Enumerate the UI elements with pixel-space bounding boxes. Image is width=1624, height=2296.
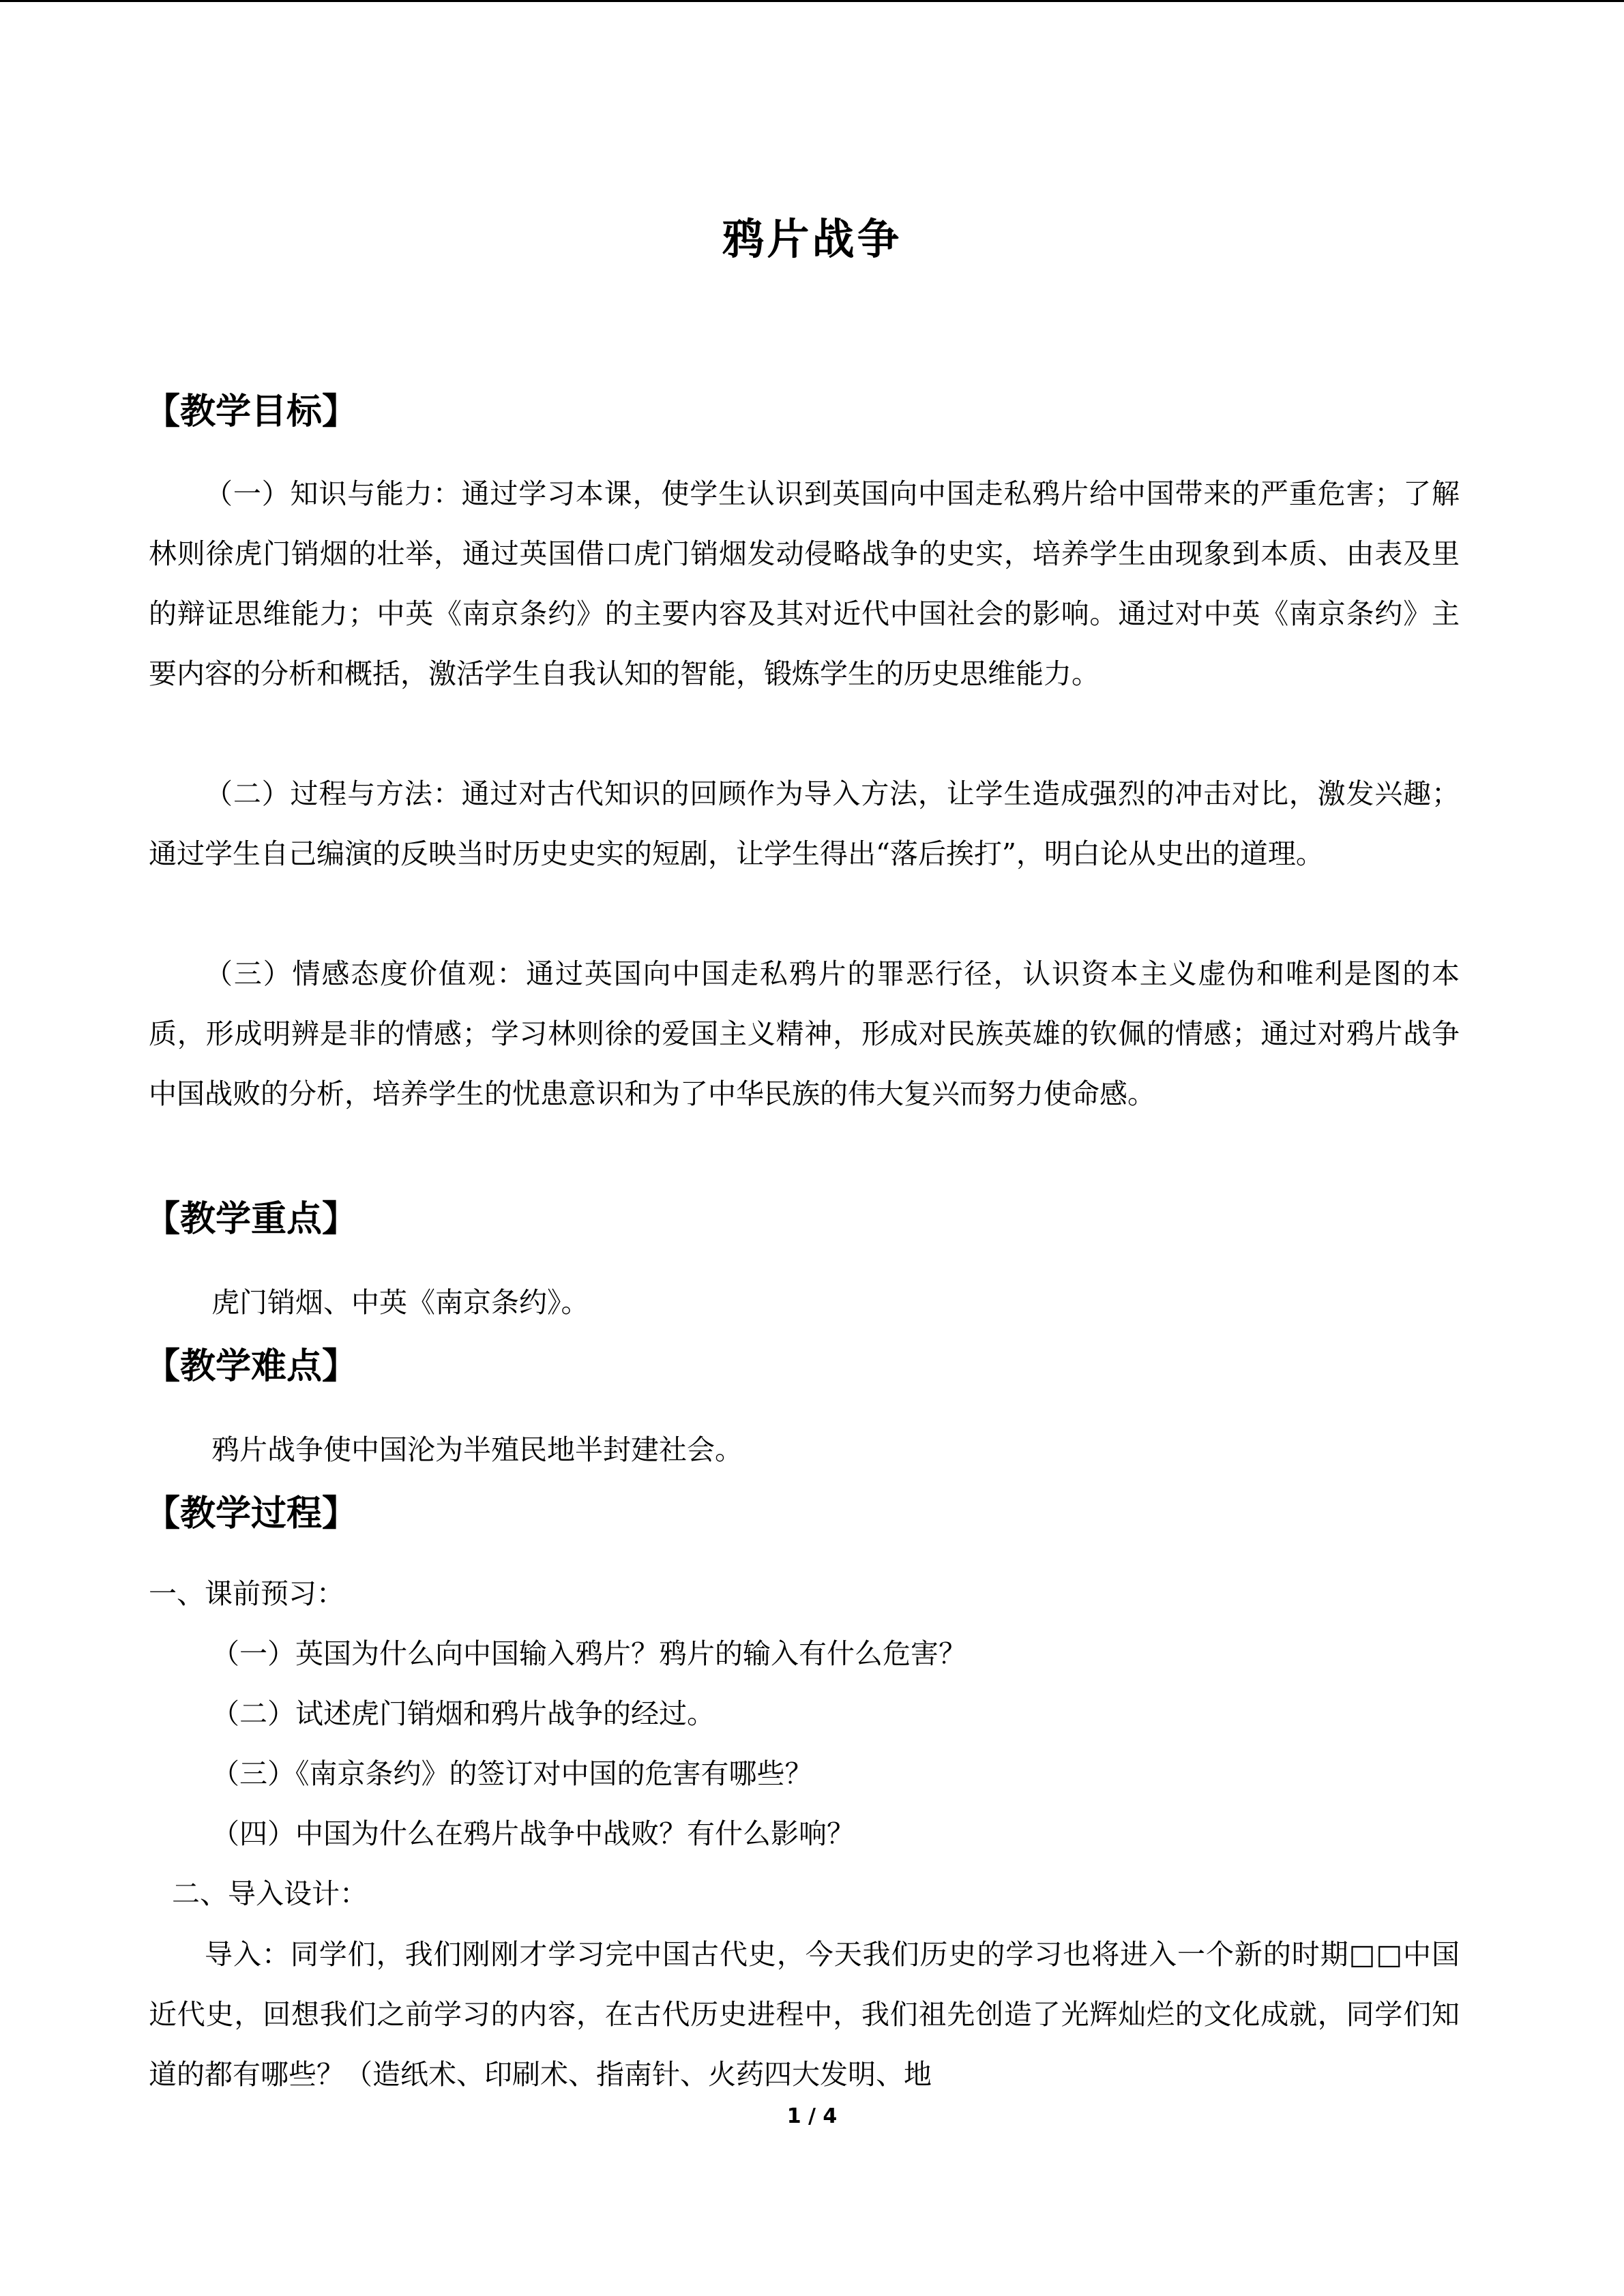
heading-process: 【教学过程】: [145, 1493, 358, 1534]
objective-paragraph-knowledge: （一）知识与能力：通过学习本课，使学生认识到英国向中国走私鸦片给中国带来的严重危害；了解林则徐虎门销烟的壮举，通过英国借口虎门销烟发动侵略战争的史实，培养学生由现象到本质、由表及里的辩证思维能力；中英《南京条约》的主要内容及其对近代中国社会的影响。通过对中英《南京条约》主要内容的分析和概括，激活学生自我认知的智能，锻炼学生的历史思维能力。: [149, 477, 1460, 690]
intro-paragraph: 导入：同学们，我们刚刚才学习完中国古代史，今天我们历史的学习也将进入一个新的时期□□中国近代史，回想我们之前学习的内容，在古代历史进程中，我们祖先创造了光辉灿烂的文化成就，同学们知道的都有哪些？（造纸术、印刷术、指南针、火药四大发明、地: [149, 1938, 1460, 2091]
objective-paragraph-values: （三）情感态度价值观：通过英国向中国走私鸦片的罪恶行径，认识资本主义虚伪和唯利是图的本质，形成明辨是非的情感；学习林则徐的爱国主义精神，形成对民族英雄的钦佩的情感；通过对鸦片战争中国战败的分析，培养学生的忧患意识和为了中华民族的伟大复兴而努力使命感。: [149, 957, 1460, 1110]
heading-objectives: 【教学目标】: [145, 391, 358, 432]
top-border-rule: [0, 0, 1624, 2]
preview-item: （四）中国为什么在鸦片战争中战败？有什么影响？: [211, 1817, 855, 1850]
intro-section-title: 二、导入设计：: [172, 1877, 368, 1910]
preview-section-title: 一、课前预习：: [149, 1577, 344, 1610]
page-title: 鸦片战争: [722, 214, 902, 264]
key-points-text: 虎门销烟、中英《南京条约》。: [211, 1286, 589, 1319]
preview-item: （一）英国为什么向中国输入鸦片？鸦片的输入有什么危害？: [211, 1637, 966, 1670]
preview-item: （三）《南京条约》的签订对中国的危害有哪些？: [211, 1757, 813, 1790]
heading-key-points: 【教学重点】: [145, 1199, 358, 1240]
difficulties-text: 鸦片战争使中国沦为半殖民地半封建社会。: [211, 1433, 743, 1466]
page-number: 1 / 4: [786, 2104, 838, 2128]
heading-difficulties: 【教学难点】: [145, 1346, 358, 1387]
objective-paragraph-method: （二）过程与方法：通过对古代知识的回顾作为导入方法，让学生造成强烈的冲击对比，激发兴趣；通过学生自己编演的反映当时历史史实的短剧，让学生得出“落后挨打”，明白论从史出的道理。: [149, 777, 1460, 870]
preview-item: （二）试述虎门销烟和鸦片战争的经过。: [211, 1697, 715, 1730]
